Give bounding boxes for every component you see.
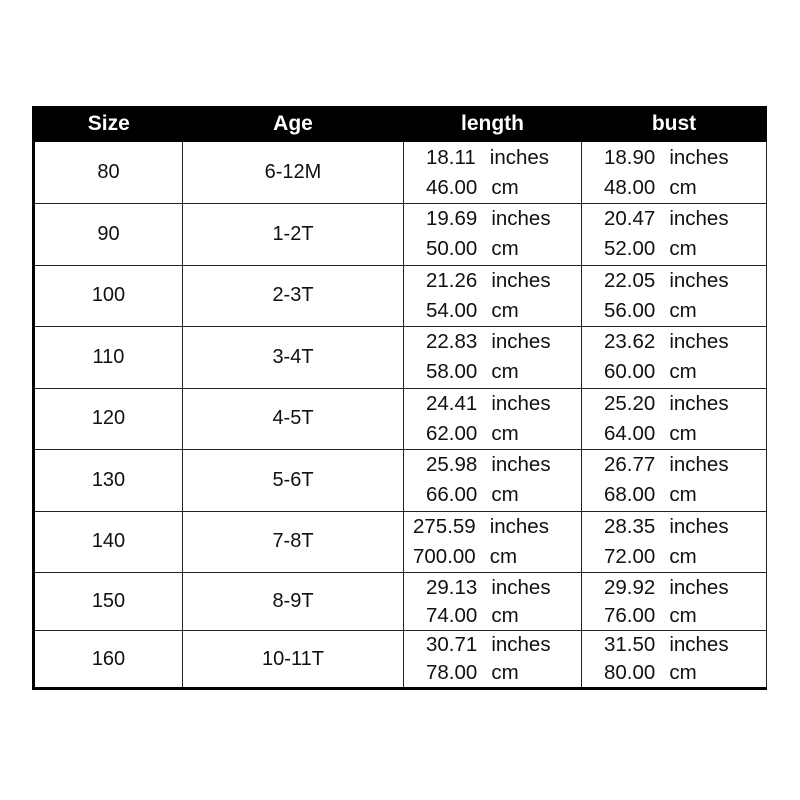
- table-row: [34, 327, 767, 389]
- bust-cell: [582, 631, 767, 689]
- bust-inches-line: [604, 512, 766, 542]
- unit-label: inches: [491, 391, 551, 415]
- bust-cm-value: 60.00: [604, 360, 656, 384]
- bust-cm-value: 64.00: [604, 421, 656, 445]
- bust-inches-line: [604, 450, 766, 480]
- size-chart-table: [32, 106, 767, 690]
- unit-label: cm: [491, 175, 519, 199]
- size-cell: 160: [34, 631, 183, 689]
- length-inches-line: [426, 266, 581, 296]
- age-cell: 10-11T: [183, 631, 404, 689]
- length-cell: [404, 450, 582, 512]
- length-inches-line: [413, 512, 581, 542]
- unit-label: cm: [491, 603, 519, 627]
- length-cm-value: 74.00: [426, 603, 478, 627]
- bust-inches-value: 23.62: [604, 330, 656, 354]
- bust-inches-line: [604, 327, 766, 357]
- bust-cell: [582, 511, 767, 573]
- unit-label: inches: [489, 514, 549, 538]
- bust-cell: [582, 265, 767, 327]
- length-cell: [404, 142, 582, 204]
- unit-label: inches: [669, 268, 729, 292]
- bust-cm-line: [604, 602, 766, 630]
- age-cell: 4-5T: [183, 388, 404, 450]
- length-cm-value: 62.00: [426, 421, 478, 445]
- bust-cm-line: [604, 234, 766, 264]
- header-size: Size: [34, 106, 183, 142]
- length-cell: [404, 204, 582, 266]
- header-age: Age: [183, 106, 404, 142]
- unit-label: inches: [491, 575, 551, 599]
- table-row: [34, 631, 767, 689]
- unit-label: inches: [491, 633, 551, 656]
- bust-cm-line: [604, 419, 766, 449]
- bust-cm-value: 72.00: [604, 544, 656, 568]
- table-row: [34, 265, 767, 327]
- table-row: [34, 142, 767, 204]
- bust-inches-value: 29.92: [604, 575, 656, 599]
- length-inches-value: 24.41: [426, 391, 478, 415]
- unit-label: cm: [669, 237, 697, 261]
- length-inches-line: [426, 450, 581, 480]
- unit-label: cm: [669, 483, 697, 507]
- length-cm-line: [426, 480, 581, 510]
- length-cm-line: [426, 357, 581, 387]
- header-row: [34, 106, 767, 142]
- bust-inches-line: [604, 389, 766, 419]
- length-cell: [404, 327, 582, 389]
- unit-label: cm: [491, 661, 519, 684]
- length-cell: [404, 265, 582, 327]
- age-cell: 2-3T: [183, 265, 404, 327]
- unit-label: inches: [669, 633, 729, 656]
- unit-label: inches: [669, 391, 729, 415]
- unit-label: inches: [491, 330, 551, 354]
- size-cell: 100: [34, 265, 183, 327]
- length-cm-value: 700.00: [413, 544, 476, 568]
- length-cm-value: 58.00: [426, 360, 478, 384]
- bust-cm-line: [604, 542, 766, 572]
- unit-label: cm: [669, 544, 697, 568]
- unit-label: inches: [491, 268, 551, 292]
- bust-inches-value: 22.05: [604, 268, 656, 292]
- bust-cell: [582, 388, 767, 450]
- length-cm-value: 50.00: [426, 237, 478, 261]
- age-cell: 3-4T: [183, 327, 404, 389]
- age-cell: 6-12M: [183, 142, 404, 204]
- unit-label: cm: [491, 237, 519, 261]
- length-cm-value: 78.00: [426, 661, 478, 684]
- unit-label: inches: [489, 145, 550, 169]
- length-cm-line: [413, 542, 581, 572]
- bust-inches-value: 31.50: [604, 633, 656, 656]
- age-cell: 7-8T: [183, 511, 404, 573]
- unit-label: cm: [669, 298, 697, 322]
- table-row: [34, 388, 767, 450]
- unit-label: inches: [669, 330, 729, 354]
- table-row: [34, 450, 767, 512]
- length-inches-value: 29.13: [426, 575, 478, 599]
- header-length: length: [404, 106, 582, 142]
- bust-inches-line: [604, 574, 766, 602]
- length-inches-value: 275.59: [413, 514, 476, 538]
- bust-inches-line: [604, 204, 766, 234]
- length-cm-line: [426, 173, 581, 203]
- bust-inches-line: [604, 143, 766, 173]
- unit-label: cm: [489, 544, 518, 568]
- unit-label: cm: [669, 360, 697, 384]
- length-inches-line: [426, 327, 581, 357]
- unit-label: cm: [669, 421, 697, 445]
- size-cell: 110: [34, 327, 183, 389]
- unit-label: inches: [669, 575, 729, 599]
- length-inches-value: 21.26: [426, 268, 478, 292]
- bust-cm-line: [604, 173, 766, 203]
- size-cell: 150: [34, 573, 183, 631]
- bust-cm-line: [604, 480, 766, 510]
- unit-label: inches: [491, 207, 551, 231]
- length-inches-value: 19.69: [426, 207, 478, 231]
- age-cell: 8-9T: [183, 573, 404, 631]
- size-cell: 120: [34, 388, 183, 450]
- unit-label: inches: [669, 207, 729, 231]
- bust-cell: [582, 327, 767, 389]
- length-cm-line: [426, 659, 581, 687]
- length-cm-line: [426, 234, 581, 264]
- unit-label: inches: [491, 453, 551, 477]
- bust-inches-line: [604, 266, 766, 296]
- length-inches-value: 30.71: [426, 633, 478, 656]
- length-cell: [404, 511, 582, 573]
- bust-cm-value: 80.00: [604, 661, 656, 684]
- length-inches-line: [426, 204, 581, 234]
- size-cell: 140: [34, 511, 183, 573]
- size-cell: 80: [34, 142, 183, 204]
- length-inches-line: [426, 389, 581, 419]
- length-inches-value: 22.83: [426, 330, 478, 354]
- bust-inches-value: 18.90: [604, 145, 656, 169]
- table-row: [34, 204, 767, 266]
- unit-label: inches: [669, 514, 729, 538]
- unit-label: inches: [669, 453, 729, 477]
- unit-label: cm: [669, 175, 697, 199]
- bust-cm-value: 52.00: [604, 237, 656, 261]
- length-inches-value: 25.98: [426, 453, 478, 477]
- bust-cm-value: 48.00: [604, 175, 656, 199]
- table-row: [34, 573, 767, 631]
- bust-cell: [582, 450, 767, 512]
- length-cm-line: [426, 419, 581, 449]
- header-bust: bust: [582, 106, 767, 142]
- bust-cm-value: 76.00: [604, 603, 656, 627]
- length-cell: [404, 631, 582, 689]
- unit-label: cm: [491, 421, 519, 445]
- size-cell: 90: [34, 204, 183, 266]
- bust-inches-value: 25.20: [604, 391, 656, 415]
- bust-cell: [582, 573, 767, 631]
- length-cell: [404, 573, 582, 631]
- bust-cm-line: [604, 659, 766, 687]
- bust-cm-value: 68.00: [604, 483, 656, 507]
- length-inches-line: [426, 574, 581, 602]
- age-cell: 1-2T: [183, 204, 404, 266]
- length-inches-value: 18.11: [426, 145, 476, 169]
- length-cm-value: 54.00: [426, 298, 478, 322]
- bust-cm-value: 56.00: [604, 298, 656, 322]
- length-cm-value: 66.00: [426, 483, 478, 507]
- bust-inches-value: 26.77: [604, 453, 656, 477]
- table-row: [34, 511, 767, 573]
- bust-cell: [582, 142, 767, 204]
- unit-label: cm: [669, 661, 697, 684]
- length-cm-line: [426, 296, 581, 326]
- length-cm-line: [426, 602, 581, 630]
- unit-label: cm: [669, 603, 697, 627]
- bust-cm-line: [604, 296, 766, 326]
- bust-cell: [582, 204, 767, 266]
- bust-inches-line: [604, 631, 766, 659]
- bust-inches-value: 28.35: [604, 514, 656, 538]
- length-inches-line: [426, 631, 581, 659]
- length-inches-line: [426, 143, 581, 173]
- length-cm-value: 46.00: [426, 175, 478, 199]
- bust-cm-line: [604, 357, 766, 387]
- age-cell: 5-6T: [183, 450, 404, 512]
- unit-label: cm: [491, 483, 519, 507]
- unit-label: cm: [491, 360, 519, 384]
- bust-inches-value: 20.47: [604, 207, 656, 231]
- size-cell: 130: [34, 450, 183, 512]
- unit-label: inches: [669, 145, 729, 169]
- unit-label: cm: [491, 298, 519, 322]
- length-cell: [404, 388, 582, 450]
